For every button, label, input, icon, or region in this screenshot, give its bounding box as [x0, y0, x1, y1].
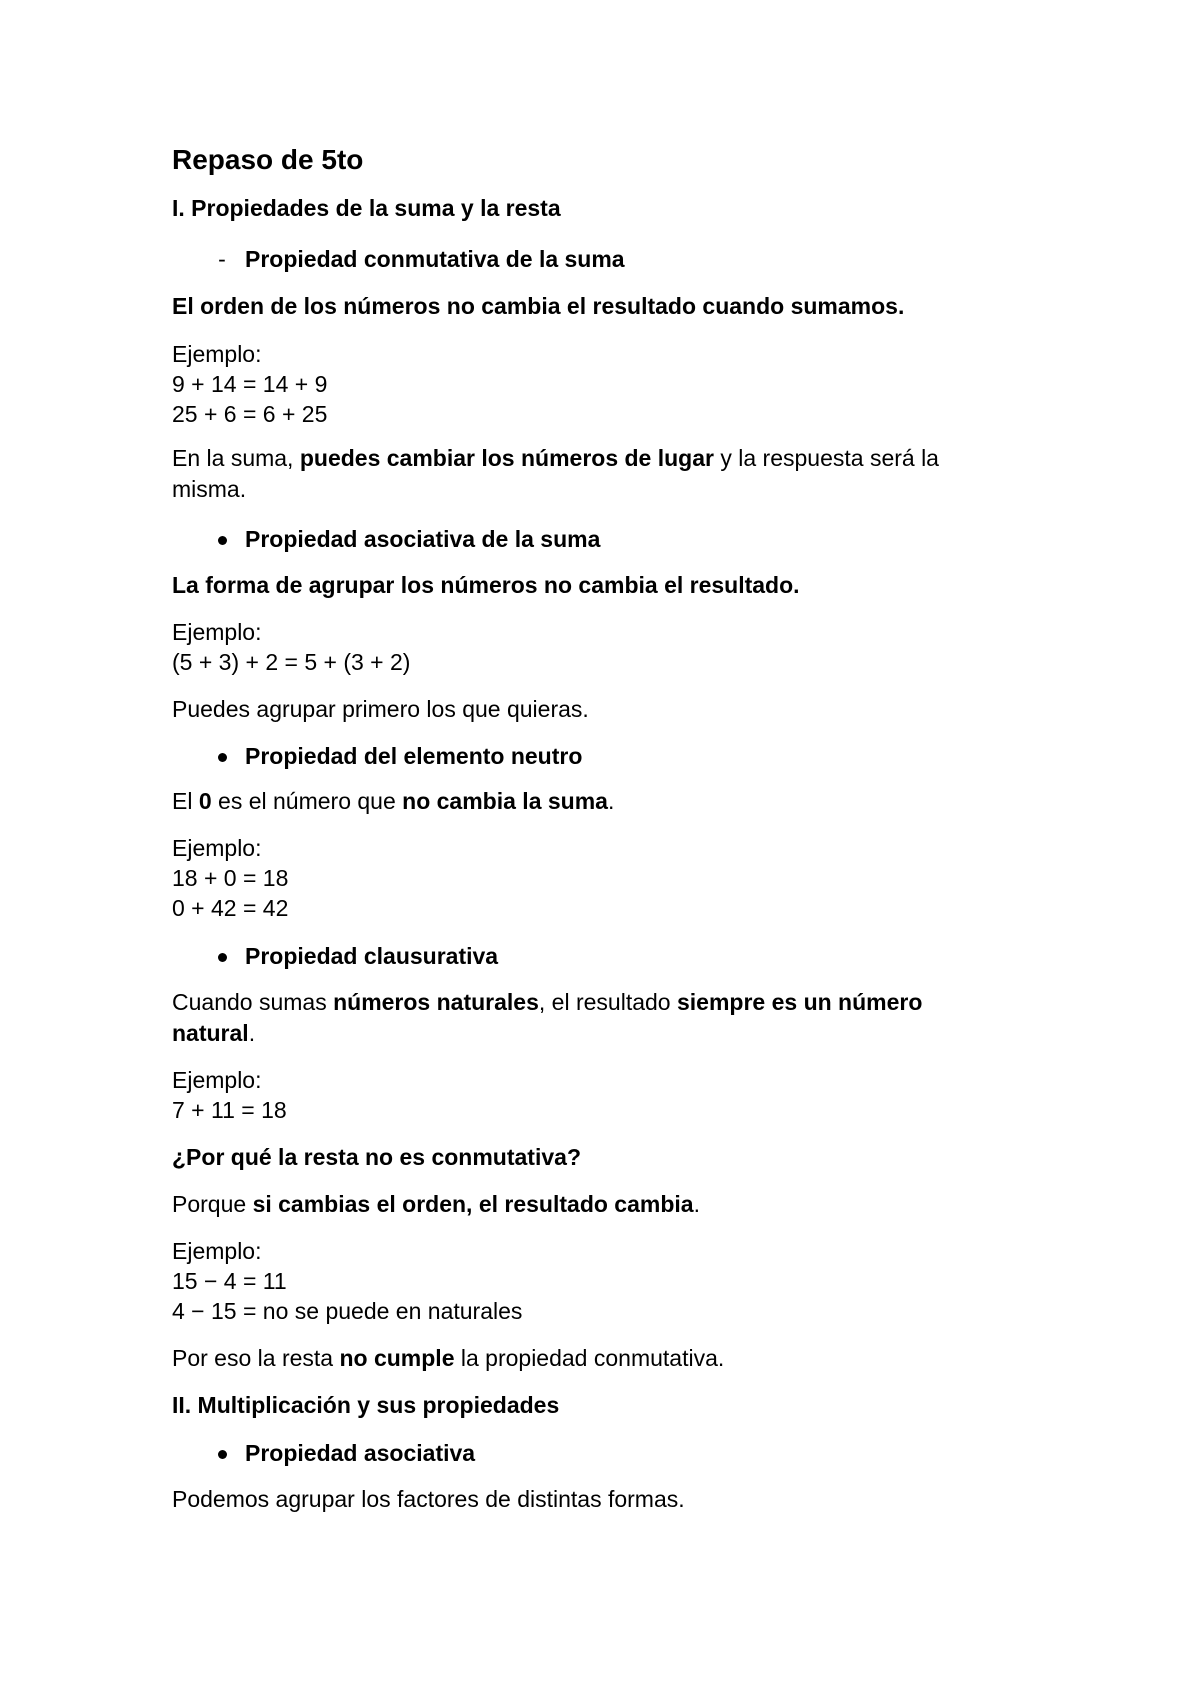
- paragraph-neutro: El 0 es el número que no cambia la suma.: [172, 788, 615, 814]
- example-block-2: [172, 617, 410, 677]
- definition-asociativa: La forma de agrupar los números no cambia el resultado.: [172, 572, 800, 598]
- bullet-label: Propiedad clausurativa: [245, 943, 499, 969]
- example-block-1: [172, 339, 327, 429]
- paragraph-porque: Porque si cambias el orden, el resultado cambia.: [172, 1191, 700, 1217]
- example-block-3: [172, 833, 288, 923]
- example-line: (5 + 3) + 2 = 5 + (3 + 2): [172, 649, 411, 675]
- example-label: Ejemplo:: [172, 619, 262, 645]
- example-label: Ejemplo:: [172, 341, 262, 367]
- bullet-label: Propiedad asociativa: [245, 1440, 476, 1466]
- section-heading-2: II. Multiplicación y sus propiedades: [172, 1392, 560, 1418]
- paragraph-por-eso: Por eso la resta no cumple la propiedad conmutativa.: [172, 1345, 725, 1371]
- section-heading-1: I. Propiedades de la suma y la resta: [172, 195, 561, 221]
- example-label: Ejemplo:: [172, 835, 262, 861]
- example-line: 9 + 14 = 14 + 9: [172, 371, 328, 397]
- paragraph-suma-lugar: En la suma, puedes cambiar los números de lugar y la respuesta será la misma.: [172, 445, 939, 502]
- question-resta: ¿Por qué la resta no es conmutativa?: [172, 1144, 581, 1170]
- paragraph-clausurativa: Cuando sumas números naturales, el resultado siempre es un número natural.: [172, 989, 923, 1046]
- example-line: 18 + 0 = 18: [172, 865, 289, 891]
- paragraph-agrupar: Puedes agrupar primero los que quieras.: [172, 696, 589, 722]
- example-line: 25 + 6 = 6 + 25: [172, 401, 328, 427]
- bullet-dot-icon: [212, 941, 232, 971]
- example-block-4: [172, 1065, 287, 1125]
- example-label: Ejemplo:: [172, 1067, 262, 1093]
- bullet-dot-icon: [212, 1438, 232, 1468]
- bullet-dot-icon: [212, 524, 232, 554]
- example-line: 7 + 11 = 18: [172, 1097, 287, 1123]
- example-label: Ejemplo:: [172, 1238, 262, 1264]
- paragraph-factores: Podemos agrupar los factores de distintas formas.: [172, 1486, 685, 1512]
- example-line: 4 − 15 = no se puede en naturales: [172, 1298, 523, 1324]
- bullet-label: Propiedad del elemento neutro: [245, 743, 583, 769]
- bullet-label: Propiedad conmutativa de la suma: [245, 246, 625, 272]
- definition-conmutativa: El orden de los números no cambia el resultado cuando sumamos.: [172, 293, 905, 319]
- document-title: Repaso de 5to: [172, 144, 364, 175]
- example-line: 15 − 4 = 11: [172, 1268, 287, 1294]
- example-line: 0 + 42 = 42: [172, 895, 289, 921]
- bullet-label: Propiedad asociativa de la suma: [245, 526, 601, 552]
- bullet-dot-icon: [212, 741, 232, 771]
- example-block-5: [172, 1236, 522, 1326]
- dash-marker: -: [218, 246, 226, 272]
